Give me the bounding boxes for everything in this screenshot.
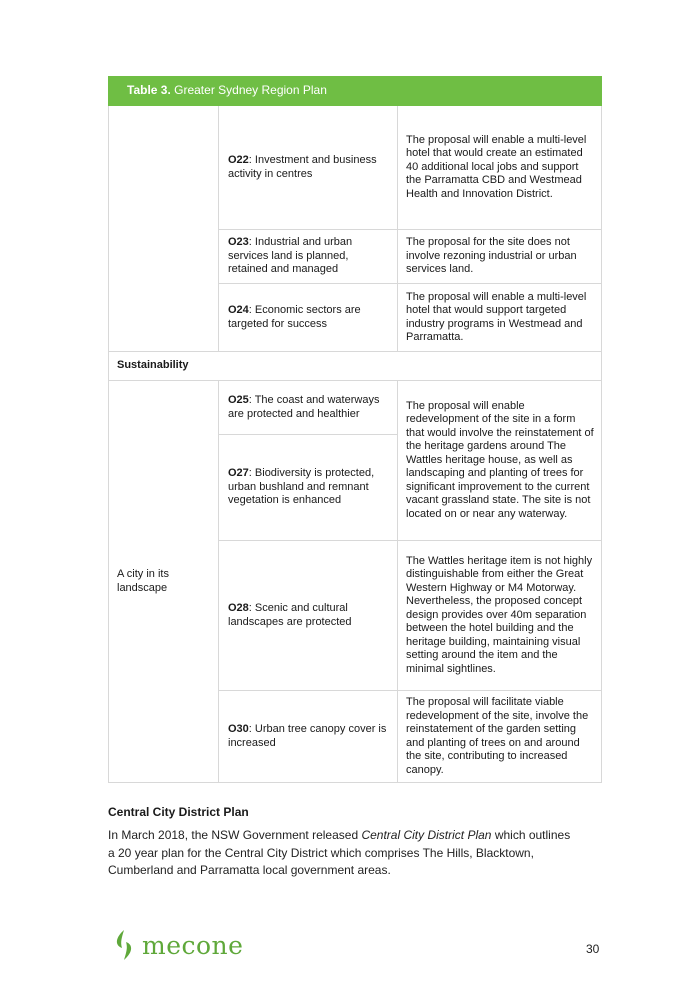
- section-row: [109, 352, 602, 381]
- objective-cell: O24: Economic sectors are targeted for success: [219, 284, 398, 352]
- objective-cell: O22: Investment and business activity in centres: [219, 106, 398, 230]
- direction-cell-empty: [109, 106, 219, 352]
- response-cell: The proposal will facilitate viable redevelopment of the site, involve the reinstatement of the garden setting and planting of trees on and around the site, contributing to increased canopy.: [398, 691, 602, 783]
- table-header: [109, 77, 602, 106]
- response-cell: The proposal for the site does not involve rezoning industrial or urban services land.: [398, 230, 602, 284]
- objective-cell: O30: Urban tree canopy cover is increased: [219, 691, 398, 783]
- leaf-icon: [110, 929, 138, 961]
- objective-cell: O25: The coast and waterways are protected and healthier: [219, 381, 398, 435]
- district-plan-title: Central City District Plan: [361, 828, 492, 842]
- response-cell: The proposal will enable a multi-level hotel that would create an estimated 40 additional local jobs and support the Parramatta CBD and Westmead Health and Innovation District.: [398, 106, 602, 230]
- table-row: [109, 106, 602, 230]
- section-heading: Sustainability: [109, 352, 602, 381]
- response-cell: The proposal will enable redevelopment of the site in a form that would involve the reinstatement of the heritage gardens around The Wattles heritage house, as well as landscaping and planting of trees for significant improvement to the current vacant grassland state. The site is not located on or near any waterway.: [398, 381, 602, 541]
- objective-cell: O23: Industrial and urban services land is planned, retained and managed: [219, 230, 398, 284]
- greater-sydney-region-plan-table: [108, 76, 602, 783]
- section-heading-district-plan: Central City District Plan: [108, 805, 249, 819]
- direction-cell: A city in its landscape: [109, 381, 219, 783]
- district-plan-paragraph: In March 2018, the NSW Government released Central City District Plan which outlines a 20 year plan for the Central City District which comprises The Hills, Blacktown, Cumberland and Parramatta local government areas.: [108, 828, 571, 877]
- page-number: 30: [586, 942, 600, 956]
- mecone-logo: [110, 929, 243, 961]
- table-title-text: Greater Sydney Region Plan: [170, 83, 327, 98]
- logo-text: mecone: [142, 930, 244, 960]
- objective-cell: O28: Scenic and cultural landscapes are protected: [219, 541, 398, 691]
- response-cell: The Wattles heritage item is not highly distinguishable from either the Great Western Highway or M4 Motorway. Nevertheless, the proposed concept design provides over 40m separation between the hotel building and the heritage building, maintaining visual setting around the item and the minimal sightlines.: [398, 541, 602, 691]
- objective-cell: O27: Biodiversity is protected, urban bushland and remnant vegetation is enhanced: [219, 435, 398, 541]
- table-title: [109, 77, 602, 106]
- table-row: [109, 381, 602, 435]
- table-number: Table 3.: [127, 83, 171, 98]
- response-cell: The proposal will enable a multi-level hotel that would support targeted industry programs in Westmead and Parramatta.: [398, 284, 602, 352]
